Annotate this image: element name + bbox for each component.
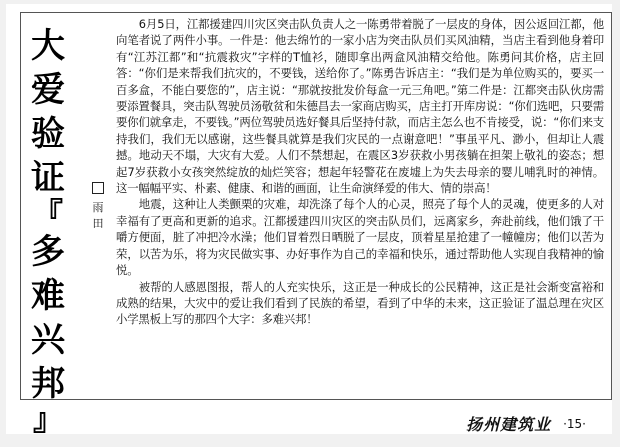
title-char: 邦 [31,364,65,404]
title-char: 爱 [31,70,65,110]
title-char: 难 [31,276,65,316]
page-footer [466,412,586,435]
paragraph-2: 地震，这种让人类颤栗的灾难，却洗涤了每个人的心灵，照亮了每个人的灵魂，使更多的人对幸福有了更高和更新的追求。江都援建四川灾区的突击队员们，远离家乡，奔赴前线，他们饿了干嚼方便面，脏了冲把冷水澡；他们冒着烈日晒脱了一层皮，顶着星星抢建了一幢幢房；他们以苦为荣，以苦为乐，将为灾民做实事、办好事作为自己的幸福和快乐，通过帮助他人实现自我精神的愉悦。 [116,197,604,278]
author-char: 田 [92,217,104,230]
paragraph-1: 6月5日，江都援建四川灾区突击队负责人之一陈勇带着脱了一层皮的身体，因公返回江都，他向笔者说了两件小事。一件是：他去绵竹的一家小店为突击队员们买风油精，当店主看到他身着印有“江苏江都”和“抗震救灾”字样的T恤衫，随即拿出两盒风油精交给他。陈勇问其价格，店主回答：“你们是来帮我们抗灾的，不要钱，送给你了。”陈勇告诉店主：“我们是为单位购买的，要买一百多盒，不能白要您的”，店主说：“那就按批发价每盒一元三角吧。”第二件是：江都突击队伙房需要添置餐具，突击队驾驶员汤敬贫和朱德昌去一家商店购买，店主打开库房说：“你们选吧，只要需要你们就拿走，不要钱。”两位驾驶员选好餐具后坚持付款，而店主怎么也不肯接受，说：“你们来支持我们，我们无以感谢，这些餐具就算是我们灾民的一点谢意吧！”事虽平凡、渺小，但却让人震撼。地动天不塌，大灾有大爱。人们不禁想起，在震区3岁获救小男孩躺在担架上敬礼的姿态；想起7岁获救小女孩突然绽放的灿烂笑容；想起年轻警花在废墟上为失去母亲的婴儿哺乳时的神情。这一幅幅平实、朴素、健康、和谐的画面，让生命演绎爱的伟大、情的崇高！ [116,17,604,196]
magazine-page [6,4,612,438]
article-title [28,24,68,438]
title-char: 多 [31,232,65,272]
title-char: 证 [31,158,65,198]
title-char: 大 [31,26,65,66]
title-char: 兴 [31,320,65,360]
title-bracket-close: 』 [33,403,63,438]
title-bracket-open: 『 [33,197,63,232]
page-number: ·15· [563,416,586,431]
byline-box-icon [92,182,104,194]
article-body [116,16,604,328]
magazine-name: 扬州建筑业 [466,415,552,434]
paragraph-3: 被帮的人感恩图报，帮人的人充实快乐，这正是一种成长的公民精神，这正是社会渐变富裕和成熟的结果，大灾中的爱让我们看到了民族的希望，看到了中华的未来，这正验证了温总理在灾区小学黑板上写的那四个大字：多难兴邦！ [116,279,604,327]
title-char: 验 [31,114,65,154]
author-char: 雨 [92,201,104,214]
author-byline [88,182,108,232]
